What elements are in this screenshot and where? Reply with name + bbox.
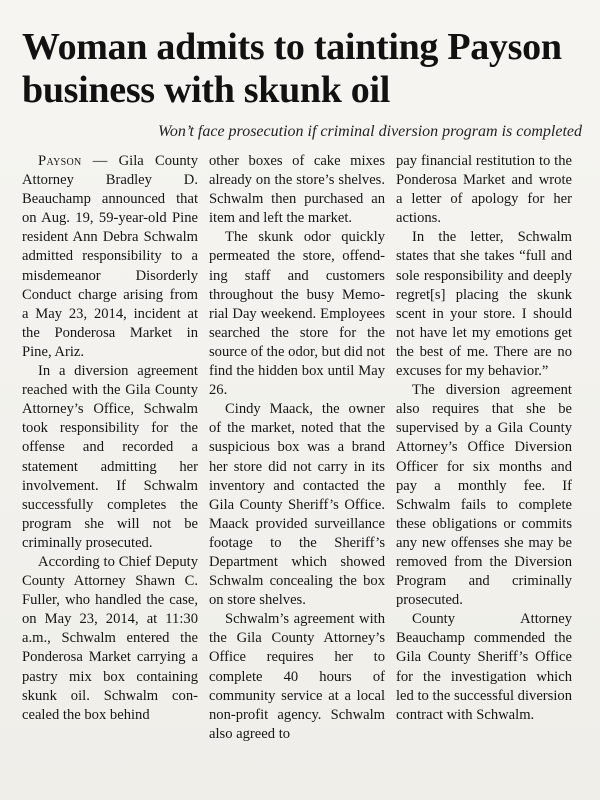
headline: Woman admits to tainting Payson business with skunk oil	[22, 26, 562, 111]
column-2	[209, 152, 385, 744]
dateline: Payson	[38, 153, 82, 169]
column-1	[22, 152, 198, 744]
subheadline: Won’t face prosecution if criminal diversion program is completed	[158, 123, 582, 140]
article-body	[22, 152, 586, 744]
paragraph: According to Chief Deputy County Attorney Shawn C. Fuller, who handled the case, on May 23, 2014, at 11:30 a.m., Schwalm entered the Ponderosa Market carrying a pastry mix box containing skunk oil. Schwalm concealed the box behind	[22, 553, 198, 723]
paragraph: other boxes of cake mixes already on the store’s shelves. Schwalm then purchased an item and left the market.	[209, 153, 385, 227]
paragraph: The diversion agreement also requires that she be supervised by a Gila County Attorney’s Office Diversion Officer for six months and pay a monthly fee. If Schwalm fails to complete these obligations or commits any new offenses she may be removed from the Diversion Program and criminally prosecuted.	[396, 382, 572, 609]
paragraph: Schwalm’s agreement with the Gila County Attorney’s Office requires her to complete 40 hours of community service at a local non-profit agency. Schwalm also agreed to	[209, 611, 385, 742]
paragraph: Payson — Gila County Attorney Bradley D. Beauchamp announced that on Aug. 19, 59-year-old Pine resident Ann Debra Schwalm admitted responsibility to a misdemeanor Disorderly Conduct charge arising from a May 23, 2014, incident at the Ponderosa Market in Pine, Ariz.	[22, 153, 198, 360]
paragraph: The skunk odor quickly permeated the store, offending staff and customers throughout the busy Memorial Day weekend. Employees searched the store for the source of the odor, but did not find the hidden box until May 26.	[209, 229, 385, 399]
paragraph: County Attorney Beauchamp commended the Gila County Sheriff’s Office for the investigation which led to the successful diversion contract with Schwalm.	[396, 611, 572, 723]
paragraph: In a diversion agreement reached with the Gila County Attorney’s Office, Schwalm took responsibility for the offense and recorded a statement admitting her involvement. If Schwalm successfully completes the program she will not be criminally prosecuted.	[22, 363, 198, 551]
paragraph: Cindy Maack, the owner of the market, noted that the suspicious box was a brand her store did not carry in its inventory and contacted the Gila County Sheriff’s Office. Maack provided surveillance footage to the Sheriff’s Department which showed Schwalm concealing the box on store shelves.	[209, 401, 385, 609]
paragraph: In the letter, Schwalm states that she takes “full and sole responsibility and deeply regret[s] placing the skunk scent in your store. I should not have let my emotions get the best of me. There are no excuses for my behavior.”	[396, 229, 572, 380]
column-3	[396, 152, 572, 744]
paragraph: pay financial restitution to the Ponderosa Market and wrote a letter of apology for her actions.	[396, 153, 572, 227]
